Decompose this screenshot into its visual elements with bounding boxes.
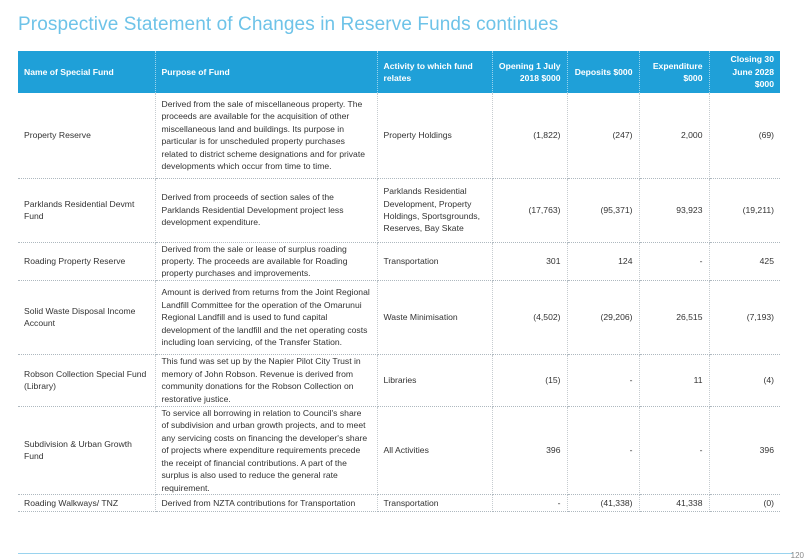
- fund-expenditure: 2,000: [639, 93, 709, 178]
- fund-expenditure: -: [639, 406, 709, 494]
- fund-activity: Parklands Residential Development, Property Holdings, Sportsgrounds, Reserves, Bay Skate: [377, 178, 492, 242]
- fund-closing: 425: [709, 242, 780, 280]
- fund-name: Parklands Residential Devmt Fund: [18, 178, 155, 242]
- column-header-activity: Activity to which fund relates: [377, 51, 492, 93]
- fund-deposits: (247): [567, 93, 639, 178]
- fund-deposits: (29,206): [567, 280, 639, 354]
- fund-closing: (69): [709, 93, 780, 178]
- fund-opening: (17,763): [492, 178, 567, 242]
- fund-closing: (19,211): [709, 178, 780, 242]
- fund-deposits: -: [567, 406, 639, 494]
- footer-divider: [18, 553, 793, 554]
- fund-closing: (0): [709, 495, 780, 512]
- fund-deposits: (95,371): [567, 178, 639, 242]
- table-row: [18, 406, 780, 494]
- fund-deposits: -: [567, 354, 639, 406]
- fund-activity: Property Holdings: [377, 93, 492, 178]
- table-row: [18, 495, 780, 512]
- column-header-deposits: Deposits $000: [567, 51, 639, 93]
- column-header-closing: Closing 30 June 2028 $000: [709, 51, 780, 93]
- fund-purpose: Derived from NZTA contributions for Transportation: [155, 495, 377, 512]
- fund-purpose: Derived from the sale of miscellaneous property. The proceeds are available for the acquisition of other miscellaneous land and buildings. Its purpose in particular is for unscheduled property purchases related to district scheme designations and for private developments which occur from time to time.: [155, 93, 377, 178]
- fund-activity: Transportation: [377, 242, 492, 280]
- table-row: [18, 280, 780, 354]
- fund-activity: Transportation: [377, 495, 492, 512]
- fund-deposits: 124: [567, 242, 639, 280]
- fund-expenditure: 11: [639, 354, 709, 406]
- fund-closing: 396: [709, 406, 780, 494]
- fund-expenditure: 41,338: [639, 495, 709, 512]
- fund-closing: (4): [709, 354, 780, 406]
- table-row: [18, 354, 780, 406]
- fund-purpose: Derived from the sale or lease of surplus roading property. The proceeds are available for Roading property purchases and improvements.: [155, 242, 377, 280]
- fund-opening: 301: [492, 242, 567, 280]
- fund-activity: Waste Minimisation: [377, 280, 492, 354]
- column-header-name: Name of Special Fund: [18, 51, 155, 93]
- fund-closing: (7,193): [709, 280, 780, 354]
- page-number: 120: [790, 551, 804, 558]
- table-row: [18, 242, 780, 280]
- fund-name: Roading Walkways/ TNZ: [18, 495, 155, 512]
- fund-name: Robson Collection Special Fund (Library): [18, 354, 155, 406]
- fund-deposits: (41,338): [567, 495, 639, 512]
- fund-expenditure: 93,923: [639, 178, 709, 242]
- fund-opening: -: [492, 495, 567, 512]
- fund-expenditure: -: [639, 242, 709, 280]
- fund-expenditure: 26,515: [639, 280, 709, 354]
- fund-purpose: Derived from proceeds of section sales of the Parklands Residential Development project less development expenditure.: [155, 178, 377, 242]
- page-title: Prospective Statement of Changes in Reserve Funds continues: [18, 14, 559, 35]
- fund-opening: (15): [492, 354, 567, 406]
- fund-opening: (1,822): [492, 93, 567, 178]
- table-row: [18, 178, 780, 242]
- column-header-expenditure: Expenditure $000: [639, 51, 709, 93]
- table-row: [18, 93, 780, 178]
- fund-name: Roading Property Reserve: [18, 242, 155, 280]
- table-header-row: [18, 51, 780, 93]
- reserve-funds-table: [18, 51, 780, 512]
- fund-purpose: Amount is derived from returns from the Joint Regional Landfill Committee for the operation of the Omarunui Regional Landfill and is used to fund capital development of the landfill and the net operating costs including loan servicing, of the Transfer Station.: [155, 280, 377, 354]
- fund-purpose: This fund was set up by the Napier Pilot City Trust in memory of John Robson. Revenue is derived from community donations for the Robson Collection on restorative justice.: [155, 354, 377, 406]
- fund-purpose: To service all borrowing in relation to Council's share of subdivision and urban growth projects, and to meet any servicing costs on financing the developer's share of projects where expenditure requirements precede the receipt of financial contributions. A part of the surplus is also used to reduce the general rate requirement.: [155, 406, 377, 494]
- fund-name: Property Reserve: [18, 93, 155, 178]
- fund-name: Subdivision & Urban Growth Fund: [18, 406, 155, 494]
- column-header-purpose: Purpose of Fund: [155, 51, 377, 93]
- fund-activity: Libraries: [377, 354, 492, 406]
- column-header-opening: Opening 1 July 2018 $000: [492, 51, 567, 93]
- fund-opening: (4,502): [492, 280, 567, 354]
- fund-activity: All Activities: [377, 406, 492, 494]
- fund-opening: 396: [492, 406, 567, 494]
- fund-name: Solid Waste Disposal Income Account: [18, 280, 155, 354]
